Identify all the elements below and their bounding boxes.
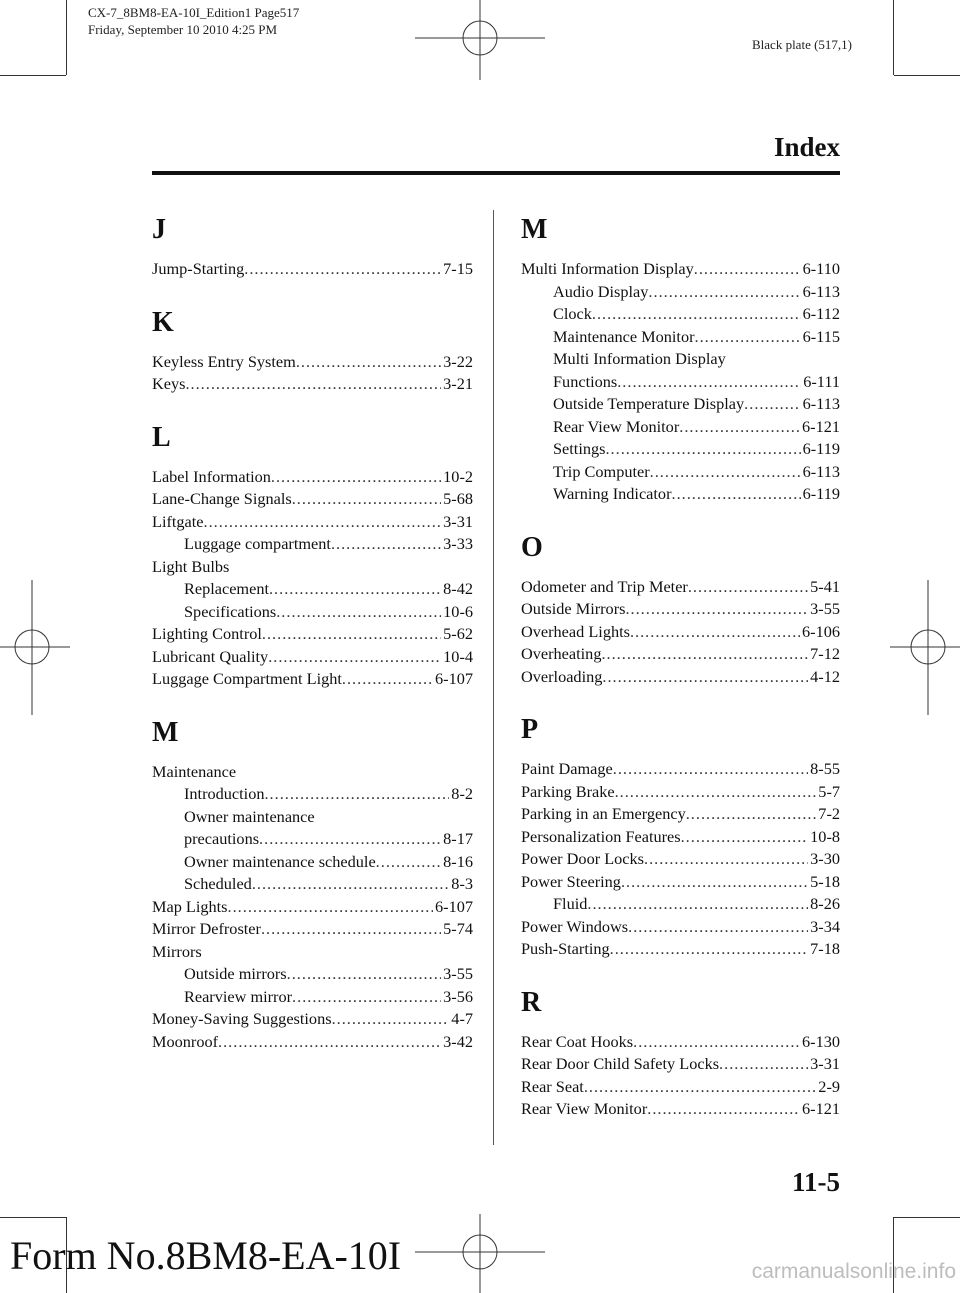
- index-entry-label: Parking in an Emergency: [521, 804, 686, 823]
- index-entry-page: 6-121: [802, 1099, 840, 1118]
- index-entry: [152, 918, 473, 941]
- index-entry-label: Replacement: [184, 579, 269, 598]
- index-entry-page: 6-113: [802, 281, 840, 301]
- dot-leader: [376, 851, 441, 874]
- index-entry: [152, 511, 473, 534]
- index-entry-label: Audio Display: [553, 281, 649, 301]
- dot-leader: [644, 848, 808, 871]
- dot-leader: [332, 1008, 450, 1031]
- index-entry-page: 3-33: [443, 534, 473, 553]
- index-entry: [152, 668, 473, 691]
- index-entry-page: 6-111: [803, 371, 840, 391]
- index-entry-label: Scheduled: [184, 874, 252, 893]
- dot-leader: [610, 938, 809, 961]
- index-entry: [521, 893, 840, 916]
- index-entry-label: Rearview mirror: [184, 986, 293, 1006]
- index-entry-page: 6-110: [802, 259, 840, 278]
- dot-leader: [615, 781, 817, 804]
- index-entry-label: Mirror Defroster: [152, 919, 261, 938]
- index-entry-label: Lubricant Quality: [152, 646, 269, 666]
- index-entry-page: 5-7: [818, 781, 840, 801]
- dot-leader: [681, 826, 809, 849]
- index-entry: [521, 438, 840, 461]
- index-entry-page: 8-3: [451, 874, 473, 893]
- index-entry-page: 5-62: [443, 624, 473, 643]
- dot-leader: [625, 598, 808, 621]
- index-entry-label: Outside Mirrors: [521, 599, 626, 618]
- index-entry-label: Introduction: [184, 784, 265, 803]
- index-entry: [152, 986, 473, 1009]
- dot-leader: [650, 461, 801, 484]
- dot-leader: [252, 873, 449, 896]
- index-entry-label: Functions: [553, 371, 618, 391]
- index-entry-page: 7-12: [810, 644, 840, 663]
- index-entry-label: Overheating: [521, 644, 602, 663]
- header-rule: [152, 171, 840, 175]
- index-entry: [152, 873, 473, 896]
- index-group-p: [521, 712, 840, 961]
- registration-mark-right: [890, 580, 960, 715]
- index-entry-page: 10-4: [443, 646, 473, 666]
- page-number: 11-5: [791, 1167, 840, 1197]
- index-entry: [521, 871, 840, 894]
- index-entry-label: Money-Saving Suggestions: [152, 1009, 332, 1028]
- index-entry-label: Lane-Change Signals: [152, 489, 292, 508]
- index-letter-heading: K: [152, 306, 174, 338]
- index-entry-label: Clock: [553, 304, 592, 323]
- index-entry: [521, 393, 840, 416]
- index-entry: [152, 851, 473, 874]
- index-entry-label: Luggage Compartment Light: [152, 669, 342, 688]
- index-entry-label: Power Windows: [521, 916, 629, 936]
- index-entry: [521, 1098, 840, 1121]
- index-entry: [521, 483, 840, 506]
- index-entry-page: 6-119: [802, 484, 840, 503]
- index-entry-label: Rear View Monitor: [553, 416, 680, 436]
- crop-mark: [0, 1217, 66, 1218]
- dot-leader: [617, 371, 801, 394]
- dot-leader: [584, 1076, 816, 1099]
- index-entry-page: 6-113: [802, 394, 840, 413]
- index-entry-label: Fluid: [553, 894, 588, 913]
- index-entry-page: 3-31: [810, 1054, 840, 1073]
- index-entry-label: Overhead Lights: [521, 621, 630, 641]
- index-entry-label: Warning Indicator: [553, 484, 672, 503]
- index-entry: [521, 598, 840, 621]
- dot-leader: [271, 466, 441, 489]
- index-entry-page: 5-68: [443, 489, 473, 508]
- dot-leader: [276, 601, 441, 624]
- index-entry-page: 2-9: [818, 1076, 840, 1096]
- index-entry-page: 3-34: [810, 916, 840, 936]
- index-entry: [152, 258, 473, 281]
- index-entry-label: Lighting Control: [152, 624, 262, 643]
- print-header-line1: CX-7_8BM8-EA-10I_Edition1 Page517: [88, 5, 300, 20]
- index-entry-page: 3-21: [443, 374, 473, 393]
- index-group-o: [521, 530, 840, 689]
- index-entry: [521, 1053, 840, 1076]
- dot-leader: [342, 668, 433, 691]
- dot-leader: [695, 326, 801, 349]
- index-entry: [152, 963, 473, 986]
- index-letter-heading: O: [521, 531, 543, 563]
- index-entry-page: 6-112: [802, 304, 840, 323]
- index-entry: [521, 576, 840, 599]
- index-entry-page: 7-18: [810, 939, 840, 958]
- index-entry: [521, 1031, 840, 1054]
- index-entry-label: Luggage compartment: [184, 534, 331, 553]
- index-entry-page: 8-16: [443, 851, 473, 871]
- index-column-left: [152, 212, 473, 1077]
- index-group-j: [152, 212, 473, 281]
- index-entry-label: Specifications: [184, 601, 277, 621]
- dot-leader: [218, 1031, 441, 1054]
- crop-mark: [894, 1217, 960, 1218]
- index-entry-label: Outside mirrors: [184, 964, 287, 983]
- dot-leader: [679, 416, 800, 439]
- index-entry-label: Map Lights: [152, 896, 228, 916]
- index-entry: [521, 803, 840, 826]
- index-entry-page: 3-55: [443, 964, 473, 983]
- index-entry: [521, 621, 840, 644]
- dot-leader: [331, 533, 441, 556]
- index-entry-page: 6-130: [802, 1031, 840, 1051]
- index-entry-page: 8-17: [443, 829, 473, 848]
- dot-leader: [621, 871, 808, 894]
- index-entry-page: 6-113: [802, 461, 840, 481]
- dot-leader: [228, 896, 433, 919]
- index-entry: [152, 488, 473, 511]
- index-entry: [152, 601, 473, 624]
- index-entry-page: 6-107: [435, 669, 473, 688]
- dot-leader: [268, 646, 441, 669]
- dot-leader: [264, 783, 449, 806]
- dot-leader: [261, 918, 441, 941]
- index-entry-label: Personalization Features: [521, 826, 681, 846]
- index-entry-page: 6-115: [802, 326, 840, 346]
- index-entry: [521, 258, 840, 281]
- index-entry: [152, 466, 473, 489]
- index-entry-label: Power Steering: [521, 871, 621, 891]
- index-entry-page: 6-107: [435, 896, 473, 916]
- dot-leader: [601, 643, 808, 666]
- index-entry-label: Push-Starting: [521, 939, 610, 958]
- dot-leader: [185, 373, 441, 396]
- index-letter-heading: J: [152, 214, 166, 245]
- index-entry-label: Keys: [152, 374, 186, 393]
- dot-leader: [648, 281, 800, 304]
- index-entry: [152, 533, 473, 556]
- index-entry-page: 10-2: [443, 466, 473, 486]
- index-entry-label: Owner maintenance schedule: [184, 851, 376, 871]
- dot-leader: [244, 258, 441, 281]
- index-entry-label: Overloading: [521, 666, 603, 686]
- index-entry-page: 10-6: [443, 601, 473, 621]
- print-header-plate: Black plate (517,1): [752, 37, 852, 52]
- crop-mark: [0, 75, 66, 76]
- index-group-r: [521, 985, 840, 1121]
- index-entry: [521, 938, 840, 961]
- dot-leader: [694, 258, 801, 281]
- index-group-k: [152, 305, 473, 396]
- dot-leader: [630, 621, 800, 644]
- index-entry-label: Label Information: [152, 466, 271, 486]
- index-entry-label: Rear View Monitor: [521, 1099, 648, 1118]
- index-entry: [152, 373, 473, 396]
- index-entry-label: Paint Damage: [521, 759, 613, 778]
- dot-leader: [592, 303, 801, 326]
- dot-leader: [686, 803, 817, 826]
- index-entry-page: 3-55: [810, 599, 840, 618]
- index-letter-heading: P: [521, 714, 539, 745]
- index-entry: [521, 326, 840, 349]
- index-entry: [152, 1008, 473, 1031]
- crop-mark: [893, 0, 894, 75]
- index-entry-label: Power Door Locks: [521, 849, 644, 868]
- index-entry: [152, 623, 473, 646]
- dot-leader: [296, 351, 441, 374]
- index-entry-page: 3-30: [810, 849, 840, 868]
- crop-mark: [66, 0, 67, 75]
- dot-leader: [672, 483, 801, 506]
- registration-mark-top: [415, 0, 545, 80]
- dot-leader: [269, 578, 441, 601]
- column-divider: [493, 210, 494, 1145]
- index-entry-label: Maintenance Monitor: [553, 326, 695, 346]
- dot-leader: [287, 963, 442, 986]
- index-entry: [521, 371, 840, 394]
- index-entry: [152, 1031, 473, 1054]
- index-entry-page: 4-7: [451, 1009, 473, 1028]
- index-column-right: [521, 212, 840, 1145]
- index-entry: [152, 578, 473, 601]
- print-header-line2: Friday, September 10 2010 4:25 PM: [88, 22, 278, 37]
- index-entry: [521, 303, 840, 326]
- index-entry-label: Moonroof: [152, 1031, 219, 1051]
- index-entry-label: Rear Coat Hooks: [521, 1031, 634, 1051]
- index-entry-page: 3-42: [443, 1031, 473, 1051]
- index-entry-label: Trip Computer: [553, 461, 650, 481]
- index-entry: [521, 826, 840, 849]
- index-entry: [521, 281, 840, 304]
- dot-leader: [719, 1053, 808, 1076]
- index-entry-heading: Maintenance: [152, 761, 237, 781]
- index-entry: [521, 848, 840, 871]
- dot-leader: [628, 916, 808, 939]
- dot-leader: [204, 511, 442, 534]
- index-entry: [152, 828, 473, 851]
- index-entry-label: Parking Brake: [521, 781, 615, 801]
- index-entry-heading: Owner maintenance: [184, 806, 315, 826]
- index-entry: [521, 416, 840, 439]
- index-entry: [152, 896, 473, 919]
- index-entry-page: 5-41: [810, 576, 840, 596]
- index-letter-heading: M: [521, 214, 548, 245]
- index-entry-page: 6-106: [802, 621, 840, 641]
- dot-leader: [292, 986, 441, 1009]
- index-entry-page: 5-74: [443, 919, 473, 938]
- index-group-m: [521, 212, 840, 506]
- index-entry-heading: Multi Information Display: [553, 349, 726, 368]
- index-entry-label: Keyless Entry System: [152, 351, 296, 371]
- index-entry: [521, 758, 840, 781]
- index-entry-page: 10-8: [810, 826, 840, 846]
- index-entry-page: 4-12: [810, 666, 840, 686]
- dot-leader: [744, 393, 800, 416]
- dot-leader: [259, 828, 441, 851]
- index-entry: [521, 643, 840, 666]
- index-entry-label: Rear Seat: [521, 1076, 584, 1096]
- index-entry-page: 3-31: [443, 511, 473, 531]
- index-entry-page: 8-55: [810, 759, 840, 778]
- index-entry-label: Liftgate: [152, 511, 204, 531]
- index-entry: [521, 461, 840, 484]
- index-entry-page: 5-18: [810, 871, 840, 891]
- index-entry: [152, 351, 473, 374]
- registration-mark-left: [0, 580, 70, 715]
- index-entry: [521, 781, 840, 804]
- index-entry-label: precautions: [184, 829, 260, 848]
- dot-leader: [605, 438, 800, 461]
- index-entry-label: Outside Temperature Display: [553, 394, 745, 413]
- dot-leader: [292, 488, 441, 511]
- dot-leader: [602, 666, 808, 689]
- index-entry-page: 3-56: [443, 986, 473, 1006]
- index-letter-heading: M: [152, 716, 179, 748]
- index-letter-heading: L: [152, 421, 171, 453]
- index-entry-page: 8-42: [443, 579, 473, 598]
- dot-leader: [647, 1098, 800, 1121]
- dot-leader: [613, 758, 808, 781]
- index-entry-page: 3-22: [443, 351, 473, 371]
- index-group-l: [152, 420, 473, 691]
- index-entry-label: Odometer and Trip Meter: [521, 576, 688, 596]
- crop-mark: [894, 75, 960, 76]
- index-entry-label: Multi Information Display: [521, 259, 694, 278]
- index-entry-label: Rear Door Child Safety Locks: [521, 1054, 720, 1073]
- dot-leader: [262, 623, 441, 646]
- index-entry: [521, 666, 840, 689]
- index-entry-label: Jump-Starting: [152, 259, 245, 278]
- watermark: carmanualsonline.info: [751, 1260, 956, 1283]
- index-entry-page: 6-119: [802, 439, 840, 458]
- index-group-m: [152, 715, 473, 1054]
- registration-mark-bottom: [415, 1214, 545, 1293]
- index-entry-page: 7-2: [818, 804, 840, 823]
- section-title: Index: [773, 132, 840, 162]
- index-entry: [152, 646, 473, 669]
- dot-leader: [688, 576, 808, 599]
- index-entry: [521, 916, 840, 939]
- index-entry: [521, 1076, 840, 1099]
- dot-leader: [587, 893, 808, 916]
- index-entry-page: 6-121: [802, 416, 840, 436]
- index-entry-page: 8-2: [451, 784, 473, 803]
- index-entry-page: 8-26: [810, 894, 840, 913]
- index-entry-label: Settings: [553, 439, 606, 458]
- index-entry-heading: Mirrors: [152, 941, 202, 961]
- index-letter-heading: R: [521, 986, 542, 1018]
- index-entry-page: 7-15: [443, 259, 473, 278]
- dot-leader: [633, 1031, 800, 1054]
- index-entry: [152, 783, 473, 806]
- index-entry-heading: Light Bulbs: [152, 556, 230, 576]
- form-number: Form No.8BM8-EA-10I: [10, 1233, 402, 1278]
